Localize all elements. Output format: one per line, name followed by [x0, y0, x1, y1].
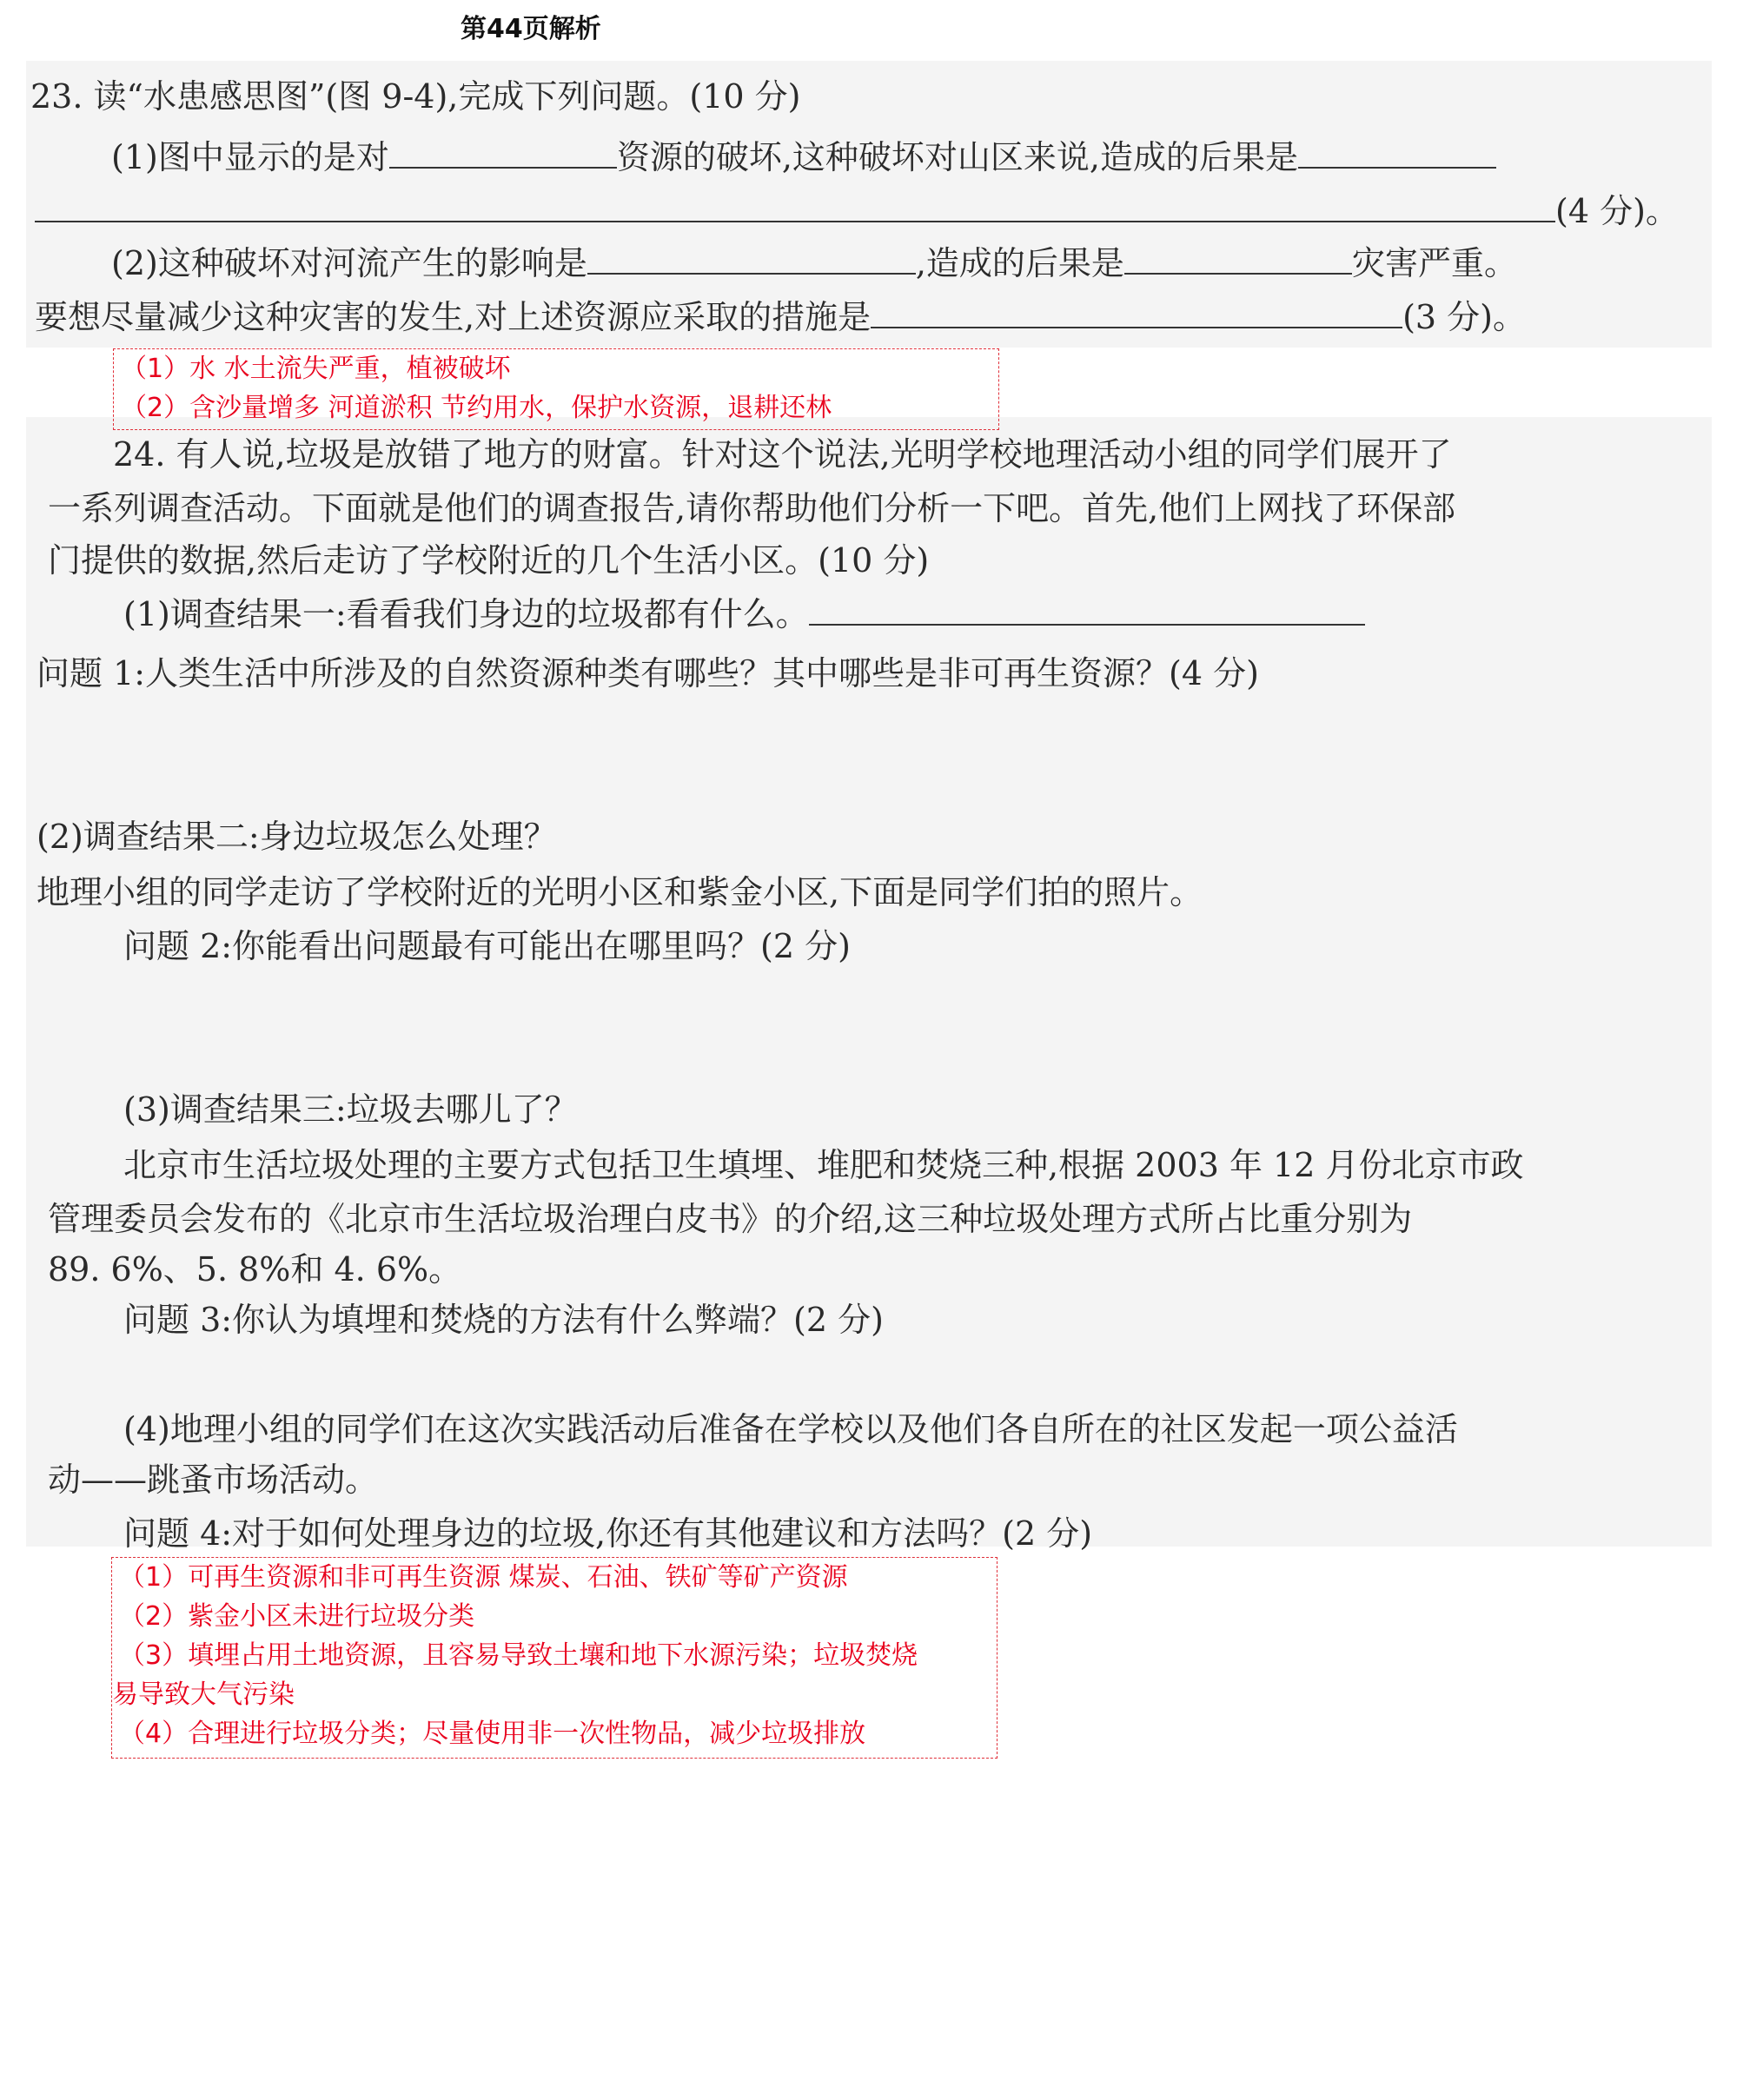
q24-result-3-text-2: 管理委员会发布的《北京市生活垃圾治理白皮书》的介绍,这三种垃圾处理方式所占比重分别为	[48, 1200, 1413, 1238]
q24-question-1: 问题 1:人类生活中所涉及的自然资源种类有哪些？其中哪些是非可再生资源？(4 分)	[36, 654, 1259, 692]
answer-blank	[871, 299, 1402, 328]
q24-result-3-text-3: 89. 6%、5. 8%和 4. 6%。	[48, 1250, 462, 1288]
q24-question-4: 问题 4:对于如何处理身边的垃圾,你还有其他建议和方法吗？(2 分)	[123, 1514, 1093, 1553]
q23-part1-text-a: (1)图中显示的是对	[111, 138, 389, 176]
q24-result-1-text: (1)调查结果一:看看我们身边的垃圾都有什么。	[123, 595, 809, 633]
answer-blank	[389, 139, 617, 169]
q23-part2-line	[111, 243, 1517, 283]
q23-part1-line	[111, 137, 1496, 177]
q23-part2-score: (3 分)。	[1402, 298, 1527, 336]
q23-part1-score: (4 分)。	[1555, 192, 1679, 230]
q24-result-2-text: 地理小组的同学走访了学校附近的光明小区和紫金小区,下面是同学们拍的照片。	[36, 873, 1203, 911]
q23-part2-text-a: (2)这种破坏对河流产生的影响是	[111, 244, 587, 282]
q23-part2-text-c: 灾害严重。	[1351, 244, 1517, 282]
q24-question-2: 问题 2:你能看出问题最有可能出在哪里吗？(2 分)	[123, 927, 851, 965]
answer-blank	[35, 193, 1555, 222]
q24-answer-3-cont: 易导致大气污染	[112, 1679, 295, 1710]
q23-stem: 23. 读“水患感思图”(图 9-4),完成下列问题。(10 分)	[30, 77, 801, 116]
q24-result-2: (2)调查结果二:身边垃圾怎么处理？	[36, 818, 557, 856]
q24-answer-3: （3）填埋占用土地资源，且容易导致土壤和地下水源污染；垃圾焚烧	[119, 1640, 918, 1671]
answer-blank	[809, 596, 1365, 626]
q23-part2-text-b: ,造成的后果是	[915, 244, 1124, 282]
q24-intro-2: 一系列调查活动。下面就是他们的调查报告,请你帮助他们分析一下吧。首先,他们上网找了环保部	[48, 489, 1456, 527]
q24-result-3: (3)调查结果三:垃圾去哪儿了？	[123, 1090, 578, 1129]
q24-answer-2: （2）紫金小区未进行垃圾分类	[119, 1601, 475, 1632]
q23-answer-box	[113, 348, 999, 430]
q23-part1-text-b: 资源的破坏,这种破坏对山区来说,造成的后果是	[616, 138, 1298, 176]
q24-answer-4: （4）合理进行垃圾分类；尽量使用非一次性物品，减少垃圾排放	[119, 1719, 866, 1749]
answer-blank	[1124, 245, 1352, 275]
q24-answer-1: （1）可再生资源和非可再生资源 煤炭、石油、铁矿等矿产资源	[119, 1562, 848, 1593]
q24-answer-box	[111, 1557, 997, 1759]
scan-region-q24	[26, 417, 1712, 1547]
answer-blank	[1298, 139, 1496, 169]
answer-blank	[587, 245, 916, 275]
q23-part2-cont	[35, 297, 1526, 337]
q24-question-3: 问题 3:你认为填埋和焚烧的方法有什么弊端？(2 分)	[123, 1301, 884, 1339]
q23-answer-2: （2）含沙量增多 河道淤积 节约用水，保护水资源，退耕还林	[121, 393, 832, 423]
q24-intro-1: 24. 有人说,垃圾是放错了地方的财富。针对这个说法,光明学校地理活动小组的同学们展开了	[113, 435, 1452, 474]
q23-answer-1: （1）水 水土流失严重，植被破坏	[121, 354, 511, 384]
page-title: 第44页解析	[461, 14, 601, 44]
q24-intro-3: 门提供的数据,然后走访了学校附近的几个生活小区。(10 分)	[48, 541, 930, 580]
q24-result-1	[123, 594, 1365, 634]
q23-part2-text-d: 要想尽量减少这种灾害的发生,对上述资源应采取的措施是	[35, 298, 872, 336]
q23-part1-cont	[35, 191, 1679, 231]
q24-result-4-text-2: 动——跳蚤市场活动。	[48, 1461, 379, 1499]
q24-result-4-text-1: (4)地理小组的同学们在这次实践活动后准备在学校以及他们各自所在的社区发起一项公益活	[123, 1410, 1458, 1448]
q24-result-3-text-1: 北京市生活垃圾处理的主要方式包括卫生填埋、堆肥和焚烧三种,根据 2003 年 12 月份北京市政	[123, 1146, 1524, 1184]
